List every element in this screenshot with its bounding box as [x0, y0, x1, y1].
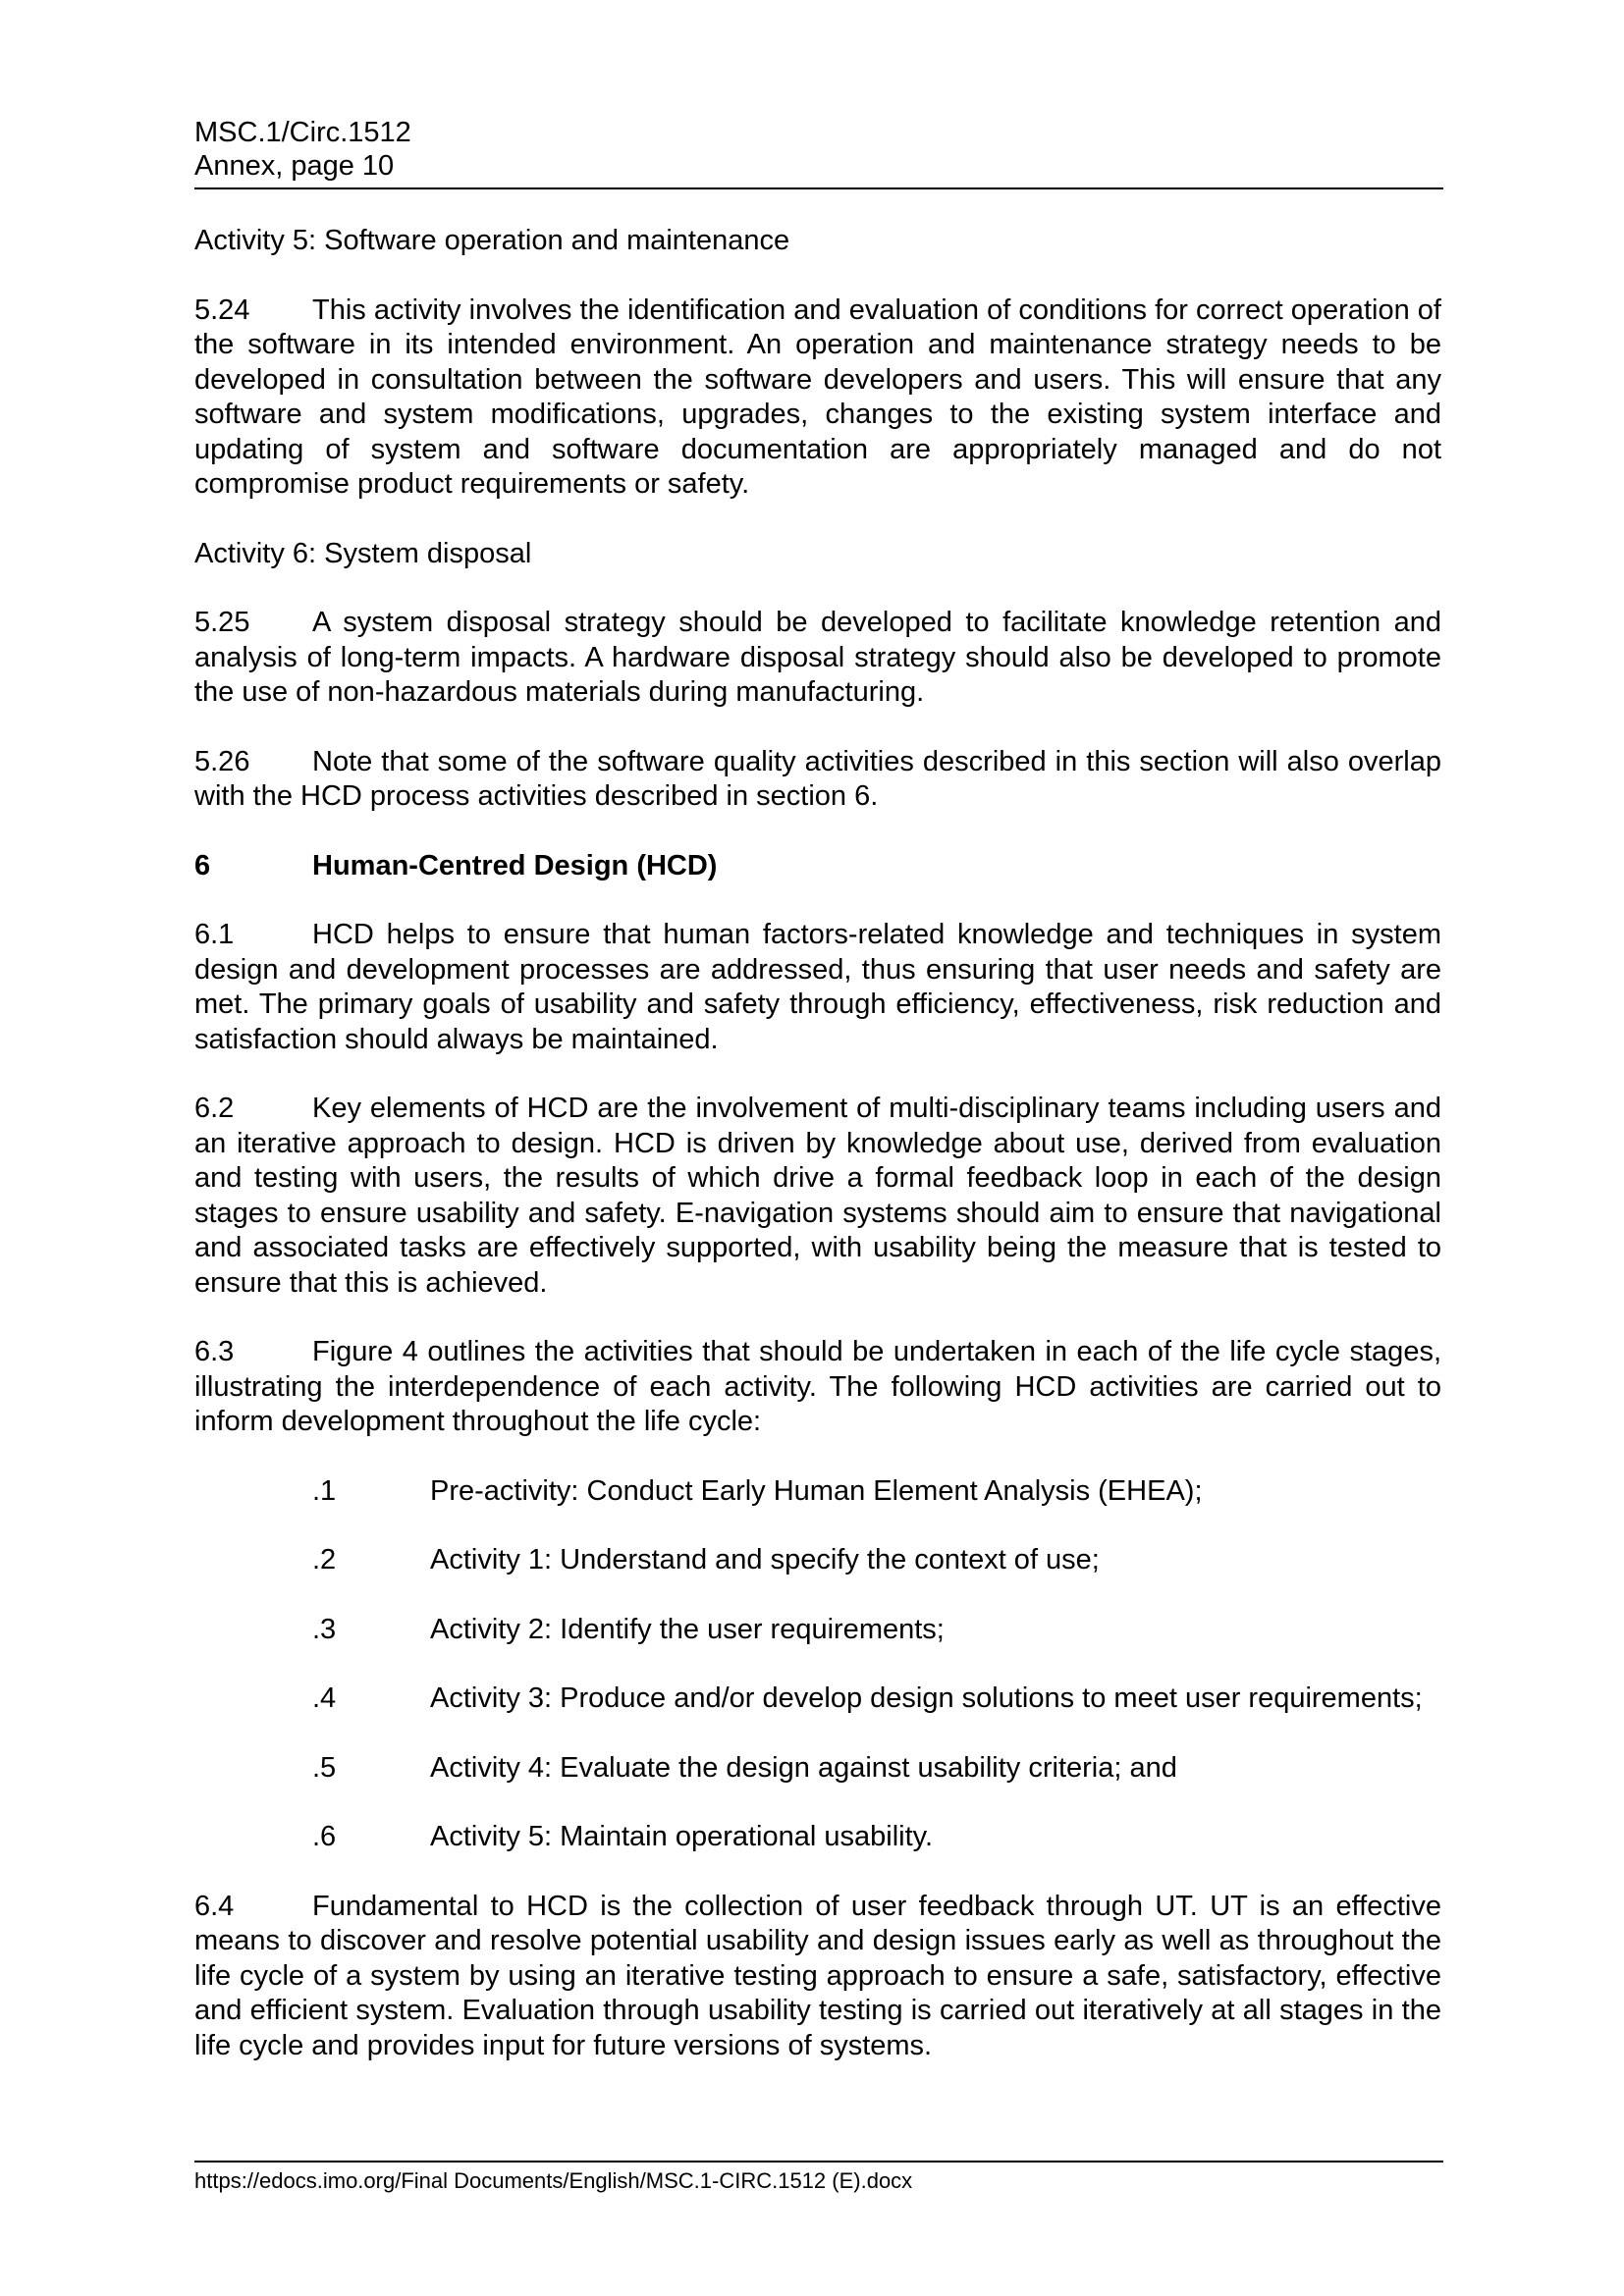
paragraph-text: Fundamental to HCD is the collection of user feedback through UT. UT is an effective means to discover and resolve potential usability and design issues early as well as throughout the life cycle of a system by using an iterative testing approach to ensure a safe, satisfactory, effective and efficient system. Evaluation through usability testing is carried out iteratively at all stages in the life cycle and provides input for future versions of systems.: [194, 1890, 1441, 2061]
header-rule: [194, 187, 1443, 189]
section-number: 6: [194, 849, 211, 881]
page-reference: Annex, page 10: [194, 150, 395, 182]
paragraph-6-2: [194, 1092, 1441, 1301]
list-item-text: Activity 4: Evaluate the design against usability criteria; and: [430, 1751, 1177, 1784]
paragraph-6-3: [194, 1335, 1441, 1440]
list-item-text: Activity 5: Maintain operational usability.: [430, 1821, 934, 1852]
paragraph-text: Note that some of the software quality activities described in this section will also overlap with the HCD process activities described in section 6.: [194, 745, 1441, 812]
list-item-text: Pre-activity: Conduct Early Human Element Analysis (EHEA);: [430, 1474, 1203, 1507]
activity-5-heading: Activity 5: Software operation and maintenance: [194, 225, 790, 256]
list-item: [194, 1751, 1441, 1787]
page-header: [194, 116, 1441, 183]
list-item: [194, 1613, 1441, 1648]
list-item-number: .2: [312, 1544, 337, 1575]
paragraph-5-26: [194, 745, 1441, 815]
paragraph-6-1: [194, 918, 1441, 1057]
paragraph-number: 6.3: [194, 1336, 235, 1367]
list-item-number: .6: [312, 1821, 337, 1852]
document-reference: MSC.1/Circ.1512: [194, 117, 411, 148]
footer-rule: [194, 2161, 1443, 2163]
list-item-text: Activity 2: Identify the user requirements;: [430, 1613, 945, 1645]
list-item: [194, 1820, 1441, 1855]
paragraph-number: 5.24: [194, 294, 250, 326]
list-item-number: .4: [312, 1682, 337, 1714]
footer-file-path: https://edocs.imo.org/Final Documents/English/MSC.1-CIRC.1512 (E).docx: [194, 2168, 913, 2193]
list-item: [194, 1543, 1441, 1578]
list-item-text: Activity 3: Produce and/or develop design solutions to meet user requirements;: [430, 1682, 1423, 1714]
paragraph-5-24: [194, 294, 1441, 503]
paragraph-number: 6.4: [194, 1890, 235, 1922]
paragraph-number: 6.1: [194, 919, 235, 950]
paragraph-number: 5.25: [194, 607, 250, 638]
document-body: [194, 224, 1441, 2098]
paragraph-text: A system disposal strategy should be developed to facilitate knowledge retention and analysis of long-term impacts. A hardware disposal strategy should also be developed to promote the use of non-hazardous materials during manufacturing.: [194, 607, 1441, 708]
activity-6-heading: Activity 6: System disposal: [194, 537, 532, 569]
list-item-number: .5: [312, 1751, 337, 1784]
list-item: [194, 1474, 1441, 1510]
paragraph-text: Key elements of HCD are the involvement of multi-disciplinary teams including users and an iterative approach to design. HCD is driven by knowledge about use, derived from evaluation and testing with users, the results of which drive a formal feedback loop in each of the design stages to ensure usability and safety. E-navigation systems should aim to ensure that navigational and associated tasks are effectively supported, with usability being the measure that is tested to ensure that this is achieved.: [194, 1093, 1441, 1299]
list-item-text: Activity 1: Understand and specify the context of use;: [430, 1544, 1100, 1575]
list-item: [194, 1682, 1441, 1717]
list-item-number: .1: [312, 1474, 337, 1507]
section-title: Human-Centred Design (HCD): [312, 849, 718, 881]
paragraph-text: HCD helps to ensure that human factors-related knowledge and techniques in system design and development processes are addressed, thus ensuring that user needs and safety are met. The primary goals of usability and safety through efficiency, effectiveness, risk reduction and satisfaction should always be maintained.: [194, 919, 1441, 1055]
paragraph-text: This activity involves the identification and evaluation of conditions for correct operation of the software in its intended environment. An operation and maintenance strategy needs to be developed in consultation between the software developers and users. This will ensure that any software and system modifications, upgrades, changes to the existing system interface and updating of system and software documentation are appropriately managed and do not compromise product requirements or safety.: [194, 294, 1441, 500]
paragraph-number: 5.26: [194, 745, 250, 777]
section-6-heading: [194, 849, 1441, 884]
list-item-number: .3: [312, 1613, 337, 1645]
hcd-activities-list: [194, 1474, 1441, 1855]
paragraph-text: Figure 4 outlines the activities that should be undertaken in each of the life cycle stages, illustrating the interdependence of each activity. The following HCD activities are carried out to inform development throughout the life cycle:: [194, 1336, 1441, 1437]
paragraph-number: 6.2: [194, 1093, 235, 1124]
paragraph-5-25: [194, 606, 1441, 711]
paragraph-6-4: [194, 1890, 1441, 2064]
